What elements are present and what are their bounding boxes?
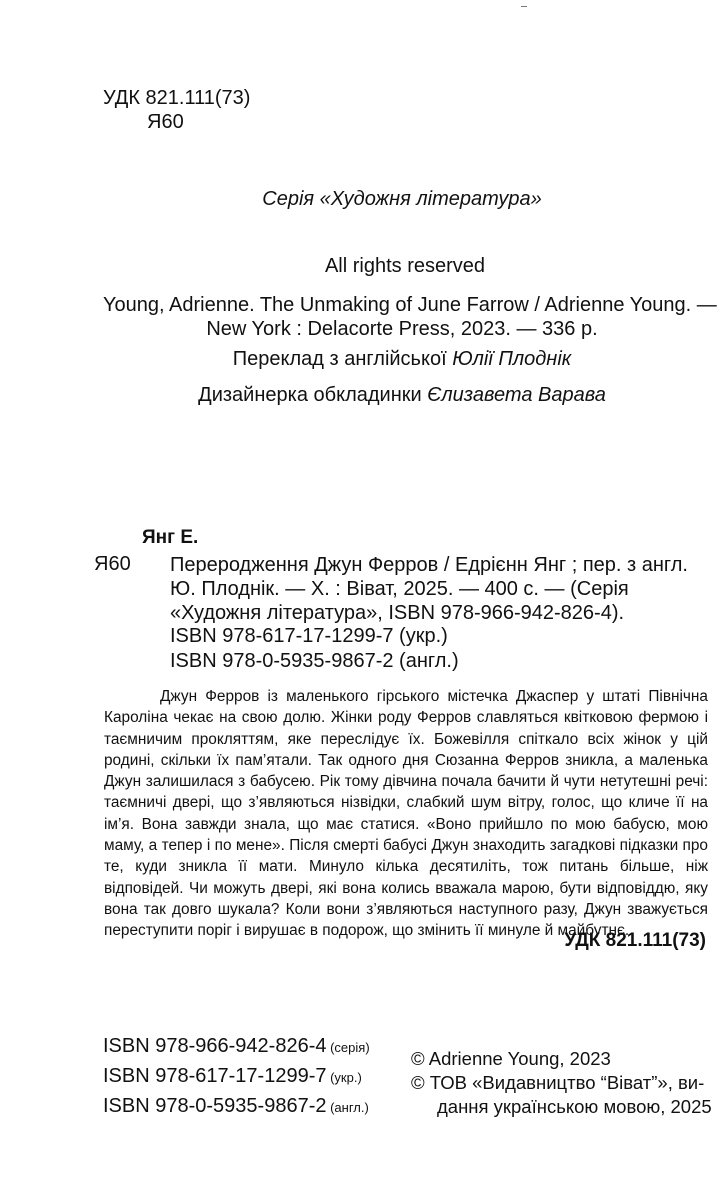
- bib-isbn-ukr: ISBN 978-617-17-1299-7 (укр.): [170, 625, 448, 647]
- isbn-item-eng: ISBN 978-0-5935-9867-2 (англ.): [103, 1095, 369, 1117]
- copyright-block: [411, 1047, 712, 1119]
- copyright-publisher-cont: дання українською мовою, 2025: [437, 1096, 712, 1117]
- designer-credit: Дизайнерка обкладинки Єлизавета Варава: [198, 384, 606, 406]
- original-edition-line1: Young, Adrienne. The Unmaking of June Farrow / Adrienne Young. —: [103, 294, 717, 316]
- copyright-publisher: © ТОВ «Видавництво “Віват”», ви-: [411, 1072, 705, 1093]
- original-edition-line2: New York : Delacorte Press, 2023. — 336 p.: [206, 318, 598, 340]
- copyright-author: © Adrienne Young, 2023: [411, 1048, 611, 1069]
- udk-code-bottom: УДК 821.111(73): [564, 930, 706, 951]
- author-sign: Я60: [94, 553, 131, 575]
- udk-code-top: УДК 821.111(73): [103, 87, 251, 109]
- translator-credit: Переклад з англійської Юлії Плоднік: [232, 348, 572, 370]
- annotation: Джун Ферров із маленького гірського містечка Джаспер у штаті Північна Кароліна чекає на свою долю. Жінки роду Ферров славляться квітковою фермою і таємничим прокляттям, яке переслідує їх. Божевілля спіткало всіх жінок у цій родині, скільки їх пам’ятали. Так одного дня Сюзанна Ферров зникла, а маленька Джун залишилася з бабусею. Рік тому дівчина почала бачити й чути нетутешні речі: таємничі двері, що з’являються нізвідки, слабкий шум вітру, голос, що кличе її на ім’я. Вона завжди знала, що має статися. «Воно прийшло по мою бабусю, мою маму, а тепер і по мене». Після смерті бабусі Джун знаходить загадкові підказки про те, куди зникла її мати. Минуло кілька десятиліть, тож питань більше, ніж відповідей. Чи можуть двері, які вона колись вважала марою, бути відповіддю, яку вона так довго шукала? Коли вони з’являються наступного разу, Джун зважується переступити поріг і вирушає в подорож, що змінить її минуле й майбутнє.: [104, 688, 708, 940]
- bibliographic-record: Перероджeння Джун Ферров / Едрієнн Янг ; пер. з англ. Ю. Плоднік. — Х. : Віват, 2025. — 400 с. — (Серія «Художня література», ISBN 978-966-942-826-4).: [170, 554, 688, 624]
- top-mark: [521, 6, 527, 7]
- rights-statement: All rights reserved: [324, 255, 486, 277]
- series-label: Серія «Художня література»: [262, 188, 542, 210]
- author-sign-top: Я60: [147, 111, 184, 133]
- author-heading: Янг Е.: [142, 527, 199, 548]
- isbn-item-series: ISBN 978-966-942-826-4 (серія): [103, 1035, 370, 1057]
- isbn-list: [103, 1032, 370, 1122]
- bib-isbn-eng: ISBN 978-0-5935-9867-2 (англ.): [170, 650, 459, 672]
- isbn-item-ukr: ISBN 978-617-17-1299-7 (укр.): [103, 1065, 362, 1087]
